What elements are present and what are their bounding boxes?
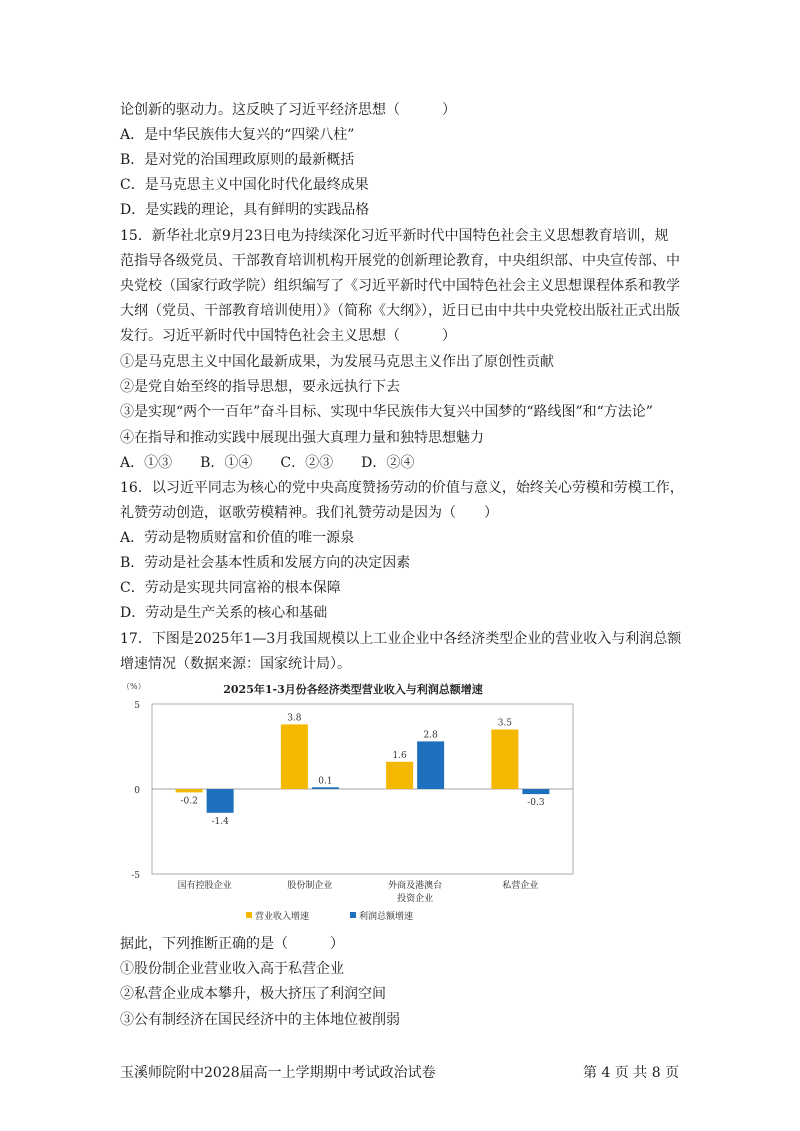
text-line: 17．下图是2025年1—3月我国规模以上工业企业中各经济类型企业的营业收入与利润总额 bbox=[120, 631, 682, 647]
chart-title: 2025年1-3月份各经济类型营业收入与利润总额增速 bbox=[223, 683, 483, 696]
legend-label: 利润总额增速 bbox=[359, 912, 414, 922]
text-line: 增速情况（数据来源：国家统计局）。 bbox=[120, 656, 351, 672]
text-line: ②私营企业成本攀升，极大挤压了利润空间 bbox=[120, 986, 386, 1002]
data-label: 3.5 bbox=[497, 718, 513, 729]
text-line: 礼赞劳动创造，讴歌劳模精神。我们礼赞劳动是因为（ ） bbox=[120, 505, 498, 521]
x-tick-label: 外商及港澳台 bbox=[388, 881, 443, 891]
text-line: ①是马克思主义中国化最新成果，为发展马克思主义作出了原创性贡献 bbox=[120, 354, 554, 370]
text-line: ④在指导和推动实践中展现出强大真理力量和独特思想魅力 bbox=[120, 430, 484, 446]
text-line: D．是实践的理论，具有鲜明的实践品格 bbox=[120, 202, 370, 218]
y-unit-label: （%） bbox=[122, 682, 146, 691]
text-line: 据此，下列推断正确的是（ ） bbox=[120, 936, 344, 952]
text-line: 15．新华社北京9月23日电为持续深化习近平新时代中国特色社会主义思想教育培训，规 bbox=[120, 228, 669, 244]
text-line: 大纲（党员、干部教育培训使用）》（简称《大纲》），近日已由中共中央党校出版社正式出版 bbox=[120, 303, 680, 319]
text-line: C．是马克思主义中国化时代化最终成果 bbox=[120, 177, 369, 193]
bar-profit bbox=[207, 789, 234, 813]
text-line: ①股份制企业营业收入高于私营企业 bbox=[120, 961, 344, 977]
bar-revenue bbox=[281, 724, 308, 789]
footer-exam-title: 玉溪师院附中2028届高一上学期期中考试政治试卷 bbox=[120, 1065, 436, 1081]
text-line: A．①③ B．①④ C．②③ D．②④ bbox=[120, 455, 415, 471]
y-tick-label: 5 bbox=[134, 701, 140, 711]
text-line: ②是党自始至终的指导思想，要永远执行下去 bbox=[120, 379, 400, 395]
chart-svg bbox=[118, 676, 588, 926]
bar-profit bbox=[522, 789, 549, 794]
bar-profit bbox=[312, 787, 339, 789]
data-label: -1.4 bbox=[211, 816, 229, 827]
text-line: B．是对党的治国理政原则的最新概括 bbox=[120, 152, 355, 168]
text-line: 16．以习近平同志为核心的党中央高度赞扬劳动的价值与意义，始终关心劳模和劳模工作， bbox=[120, 480, 684, 496]
x-tick-label: 私营企业 bbox=[502, 881, 539, 891]
x-tick-label: 国有控股企业 bbox=[177, 881, 232, 891]
text-line: 央党校（国家行政学院）组织编写了《习近平新时代中国特色社会主义思想课程体系和教学 bbox=[120, 278, 680, 294]
footer-page-number: 第 4 页 共 8 页 bbox=[583, 1065, 680, 1081]
text-line: D．劳动是生产关系的核心和基础 bbox=[120, 605, 328, 621]
legend-swatch bbox=[246, 912, 252, 918]
legend-label: 营业收入增速 bbox=[255, 912, 310, 922]
data-label: 3.8 bbox=[287, 713, 302, 724]
text-line: 发行。习近平新时代中国特色社会主义思想（ ） bbox=[120, 328, 456, 344]
text-line: A．是中华民族伟大复兴的“四梁八柱” bbox=[120, 127, 355, 143]
x-tick-label: 投资企业 bbox=[397, 894, 434, 904]
text-line: ③是实现“两个一百年”奋斗目标、实现中华民族伟大复兴中国梦的“路线图”和“方法论” bbox=[120, 404, 653, 420]
data-label: -0.2 bbox=[180, 796, 198, 807]
text-line: C．劳动是实现共同富裕的根本保障 bbox=[120, 580, 341, 596]
bar-revenue bbox=[176, 789, 203, 792]
legend-swatch bbox=[350, 912, 356, 918]
data-label: -0.3 bbox=[527, 798, 545, 809]
bar-revenue bbox=[386, 762, 413, 789]
data-label: 0.1 bbox=[318, 776, 333, 787]
text-line: ③公有制经济在国民经济中的主体地位被削弱 bbox=[120, 1012, 400, 1028]
y-tick-label: -5 bbox=[131, 871, 140, 881]
text-line: B．劳动是社会基本性质和发展方向的决定因素 bbox=[120, 555, 411, 571]
growth-bar-chart bbox=[118, 676, 588, 926]
data-label: 2.8 bbox=[423, 730, 438, 741]
y-tick-label: 0 bbox=[134, 786, 140, 796]
x-tick-label: 股份制企业 bbox=[287, 881, 333, 891]
text-line: A．劳动是物质财富和价值的唯一源泉 bbox=[120, 530, 355, 546]
text-line: 范指导各级党员、干部教育培训机构开展党的创新理论教育，中央组织部、中央宣传部、中 bbox=[120, 253, 680, 269]
bar-profit bbox=[417, 741, 444, 789]
bar-revenue bbox=[491, 730, 518, 790]
data-label: 1.6 bbox=[392, 750, 407, 761]
text-line: 论创新的驱动力。这反映了习近平经济思想（ ） bbox=[120, 102, 456, 118]
